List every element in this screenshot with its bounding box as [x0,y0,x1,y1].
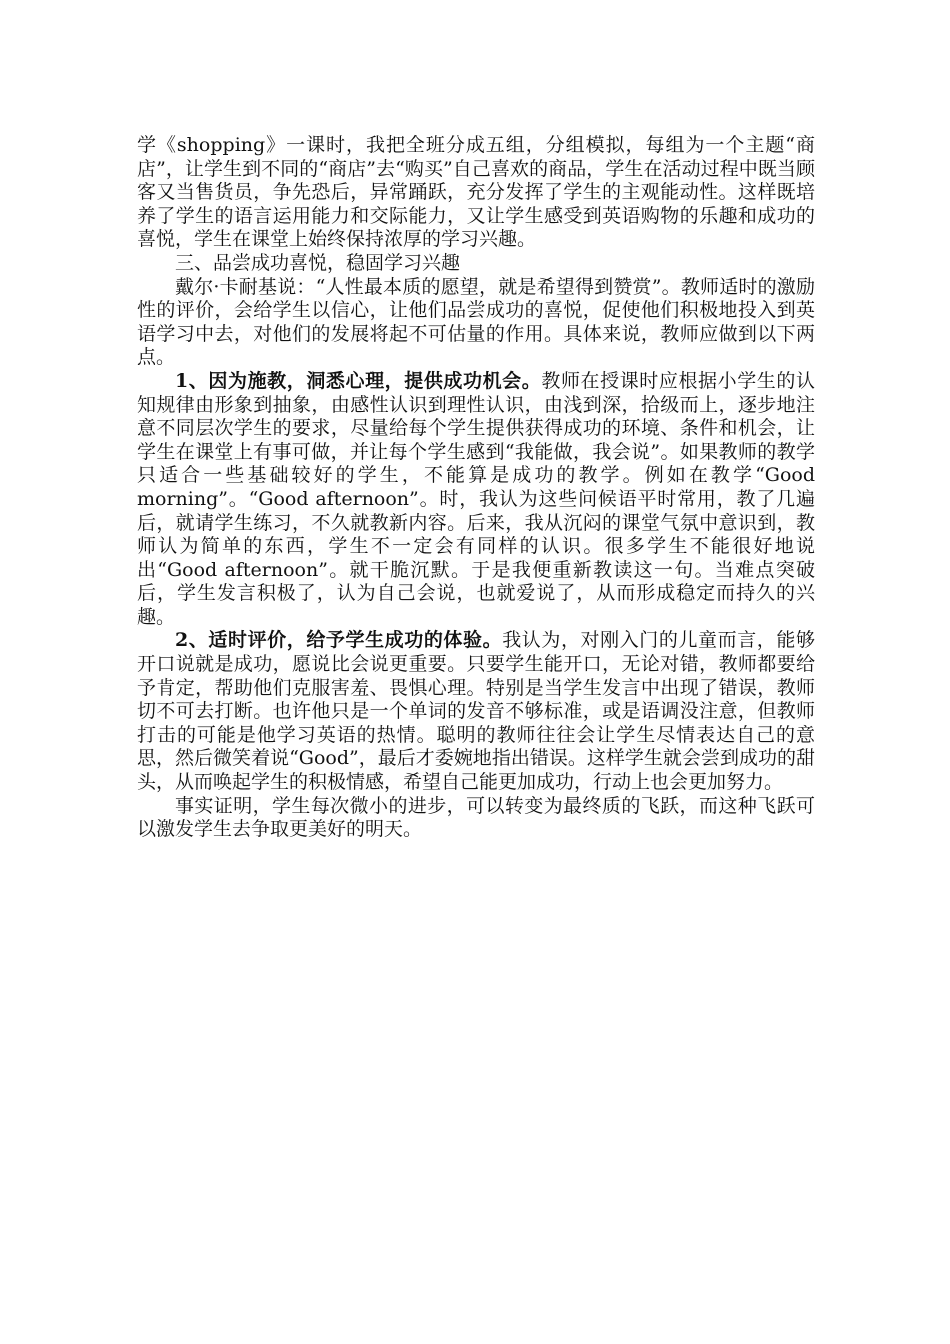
paragraph-text: 我认为，对刚入门的儿童而言，能够开口说就是成功，愿说比会说更重要。只要学生能开口，无论对错，教师都要给予肯定，帮助他们克服害羞、畏惧心理。特别是当学生发言中出现了错误，教师切不可去打断。也许他只是一个单词的发音不够标准，或是语调没注意，但教师打击的可能是他学习英语的热情。聪明的教师往往会让学生尽情表达自己的意思，然后微笑着说“Good”，最后才委婉地指出错误。这样学生就会尝到成功的甜头，从而唤起学生的积极情感，希望自己能更加成功，行动上也会更加努力。 [137,629,815,794]
paragraph-conclusion [137,795,815,842]
point-1-lead: 1、因为施教，洞悉心理，提供成功机会。 [175,369,542,392]
section-heading-3 [137,252,815,276]
paragraph-text: 教师在授课时应根据小学生的认知规律由形象到抽象，由感性认识到理性认识，由浅到深，拾级而上，逐步地注意不同层次学生的要求，尽量给每个学生提供获得成功的环境、条件和机会，让学生在课堂上有事可做，并让每个学生感到“我能做，我会说”。如果教师的教学只适合一些基础较好的学生，不能算是成功的教学。例如在教学“Good morning”。“Good afternoon”。时，我认为这些问候语平时常用，教了几遍后，就请学生练习，不久就教新内容。后来，我从沉闷的课堂气氛中意识到，教师认为简单的东西，学生不一定会有同样的认识。很多学生不能很好地说出“Good afternoon”。就干脆沉默。于是我便重新教读这一句。当难点突破后，学生发言积极了，认为自己会说，也就爱说了，从而形成稳定而持久的兴趣。 [137,369,815,628]
paragraph-carnegie-quote [137,276,815,370]
paragraph-text: 戴尔·卡耐基说：“人性最本质的愿望，就是希望得到赞赏”。教师适时的激励性的评价，会给学生以信心，让他们品尝成功的喜悦，促使他们积极地投入到英语学习中去，对他们的发展将起不可估量的作用。具体来说，教师应做到以下两点。 [137,275,815,369]
document-page [137,134,815,842]
paragraph-text: 学《shopping》一课时，我把全班分成五组，分组模拟，每组为一个主题“商店”，让学生到不同的“商店”去“购买”自己喜欢的商品，学生在活动过程中既当顾客又当售货员，争先恐后，异常踊跃，充分发挥了学生的主观能动性。这样既培养了学生的语言运用能力和交际能力，又让学生感受到英语购物的乐趣和成功的喜悦，学生在课堂上始终保持浓厚的学习兴趣。 [137,134,815,251]
paragraph-point-2 [137,629,815,794]
paragraph-point-1 [137,370,815,630]
point-2-lead: 2、适时评价，给予学生成功的体验。 [175,629,503,652]
paragraph-text: 事实证明，学生每次微小的进步，可以转变为最终质的飞跃，而这种飞跃可以激发学生去争取更美好的明天。 [137,794,815,841]
section-heading-text: 三、品尝成功喜悦，稳固学习兴趣 [175,251,461,274]
paragraph-shopping-lesson [137,134,815,252]
